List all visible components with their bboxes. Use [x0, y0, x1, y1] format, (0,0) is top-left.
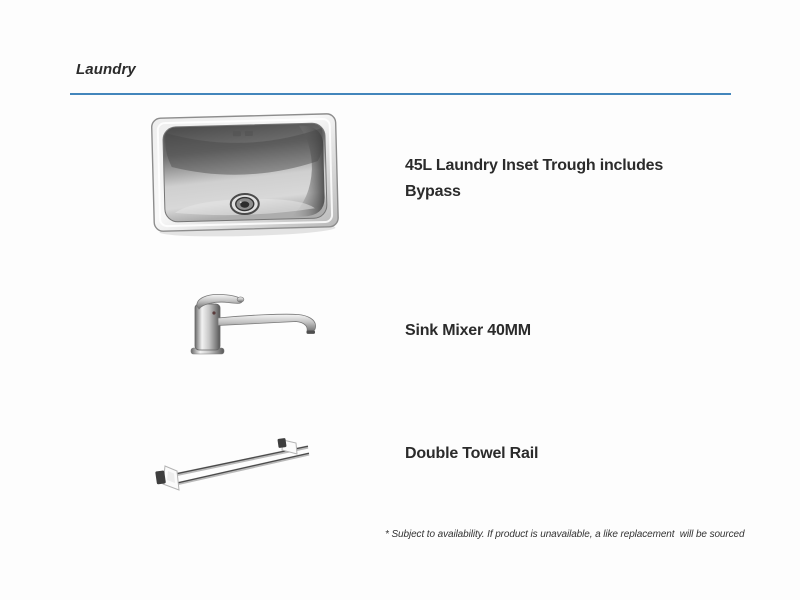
title-underline — [70, 93, 731, 95]
availability-footnote: * Subject to availability. If product is unavailable, a like replacement will be sourced — [385, 529, 745, 540]
product-name-trough: 45L Laundry Inset Trough includes Bypass — [405, 157, 664, 200]
product-name-rail: Double Towel Rail — [405, 445, 539, 462]
product-name-mixer: Sink Mixer 40MM — [405, 322, 531, 339]
page-title: Laundry — [76, 61, 136, 78]
laundry-trough-image — [150, 111, 342, 239]
sink-mixer-image — [188, 287, 323, 357]
sink-mixer-icon — [188, 287, 323, 357]
towel-rail-image — [150, 433, 312, 497]
laundry-trough-icon — [150, 111, 342, 239]
towel-rail-icon — [150, 433, 312, 497]
